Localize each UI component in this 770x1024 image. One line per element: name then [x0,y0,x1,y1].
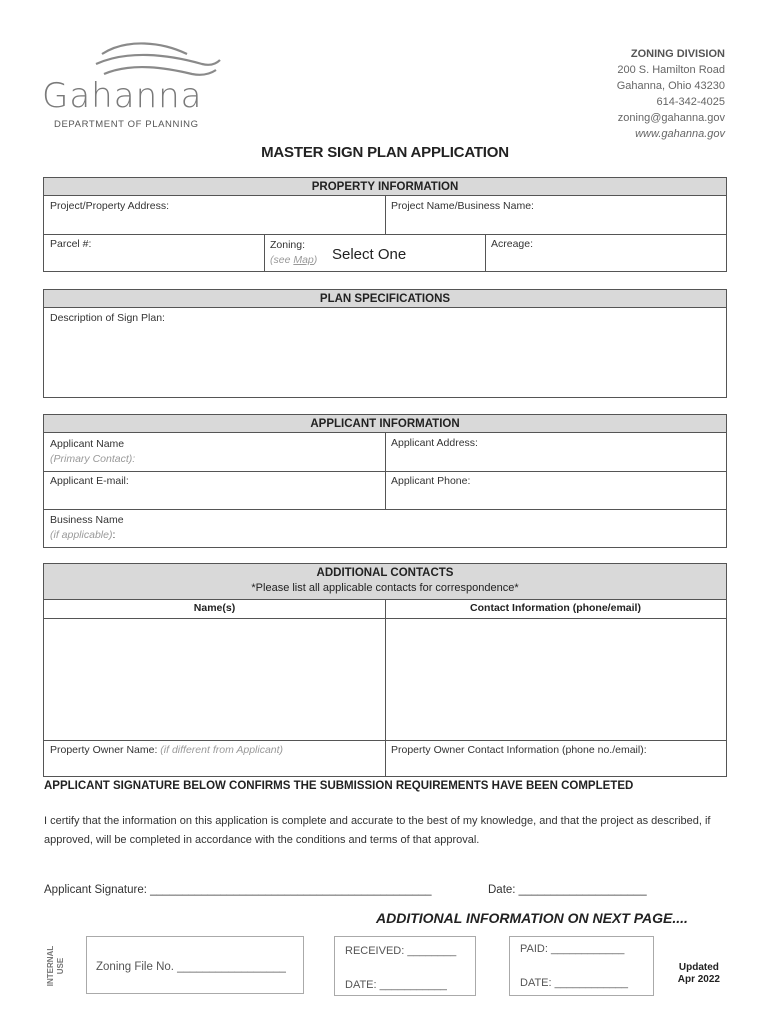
zoning-file-no-field[interactable]: Zoning File No. _________________ [96,961,286,973]
paid-date-field[interactable]: DATE: ____________ [520,977,629,989]
received-box [334,936,476,996]
signature-date-field[interactable]: Date: ____________________ [488,884,647,896]
applicant-signature-field[interactable]: Applicant Signature: ____________________________________________ [44,884,432,896]
division-city: Gahanna, Ohio 43230 [616,80,725,92]
acreage-field[interactable]: Acreage: [491,238,534,250]
contacts-note: *Please list all applicable contacts for correspondence* [251,582,519,594]
property-header: PROPERTY INFORMATION [44,178,726,196]
contacts-header: ADDITIONAL CONTACTS *Please list all applicable contacts for correspondence* [44,564,726,600]
next-page-notice: ADDITIONAL INFORMATION ON NEXT PAGE.... [376,910,688,926]
logo-department: DEPARTMENT OF PLANNING [54,119,199,130]
applicant-email-field[interactable]: Applicant E-mail: [50,475,129,487]
business-name-field[interactable]: Project Name/Business Name: [391,200,534,212]
applicant-business-field[interactable]: Business Name (if applicable): [50,514,124,541]
division-email[interactable]: zoning@gahanna.gov [617,112,725,124]
zoning-field: Zoning: (see Map) [264,234,485,271]
updated-stamp: Updated Apr 2022 [677,962,720,985]
contacts-names-field[interactable] [44,618,385,740]
property-owner-name-field[interactable]: Property Owner Name: (if different from Applicant) [50,744,284,756]
division-contact [617,46,725,142]
sign-plan-description-field[interactable]: Description of Sign Plan: [50,312,165,324]
logo [42,40,222,132]
zoning-select[interactable]: Select One [332,246,407,263]
division-title: ZONING DIVISION [630,48,725,60]
internal-use-label: INTERNAL USE [46,945,66,987]
applicant-section [43,414,727,548]
signature-heading: APPLICANT SIGNATURE BELOW CONFIRMS THE SUBMISSION REQUIREMENTS HAVE BEEN COMPLETED [44,780,634,792]
applicant-phone-field[interactable]: Applicant Phone: [391,475,471,487]
zoning-label: Zoning: [270,239,306,251]
logo-wordmark: Gahanna [42,76,203,116]
paid-box [509,936,654,996]
division-street: 200 S. Hamilton Road [617,64,725,76]
plan-header: PLAN SPECIFICATIONS [44,290,726,308]
division-website[interactable]: www.gahanna.gov [635,128,725,140]
property-section [43,177,727,272]
plan-section [43,289,727,398]
form-title: MASTER SIGN PLAN APPLICATION [261,144,509,161]
contacts-col-names: Name(s) [193,602,236,614]
parcel-field[interactable]: Parcel #: [50,238,92,250]
paid-field[interactable]: PAID: ____________ [520,943,625,955]
division-phone: 614-342-4025 [656,96,725,108]
zoning-map-link[interactable]: Map [293,254,314,266]
received-date-field[interactable]: DATE: ___________ [345,979,447,991]
certify-statement: I certify that the information on this application is complete and accurate to the best of my knowledge, and that the project as described, if approved, will be completed in accordance with the conditions and terms of that approval. [44,815,711,846]
contacts-section [43,563,727,777]
contacts-col-info: Contact Information (phone/email) [470,602,641,614]
applicant-header: APPLICANT INFORMATION [44,415,726,433]
zoning-file-no-box [86,936,304,994]
contacts-info-field[interactable] [385,618,726,740]
property-owner-contact-field[interactable]: Property Owner Contact Information (phone no./email): [391,744,647,756]
received-field[interactable]: RECEIVED: ________ [345,945,457,957]
applicant-name-field[interactable]: Applicant Name (Primary Contact): [50,438,136,465]
applicant-address-field[interactable]: Applicant Address: [391,437,478,449]
property-address-field[interactable]: Project/Property Address: [50,200,170,212]
